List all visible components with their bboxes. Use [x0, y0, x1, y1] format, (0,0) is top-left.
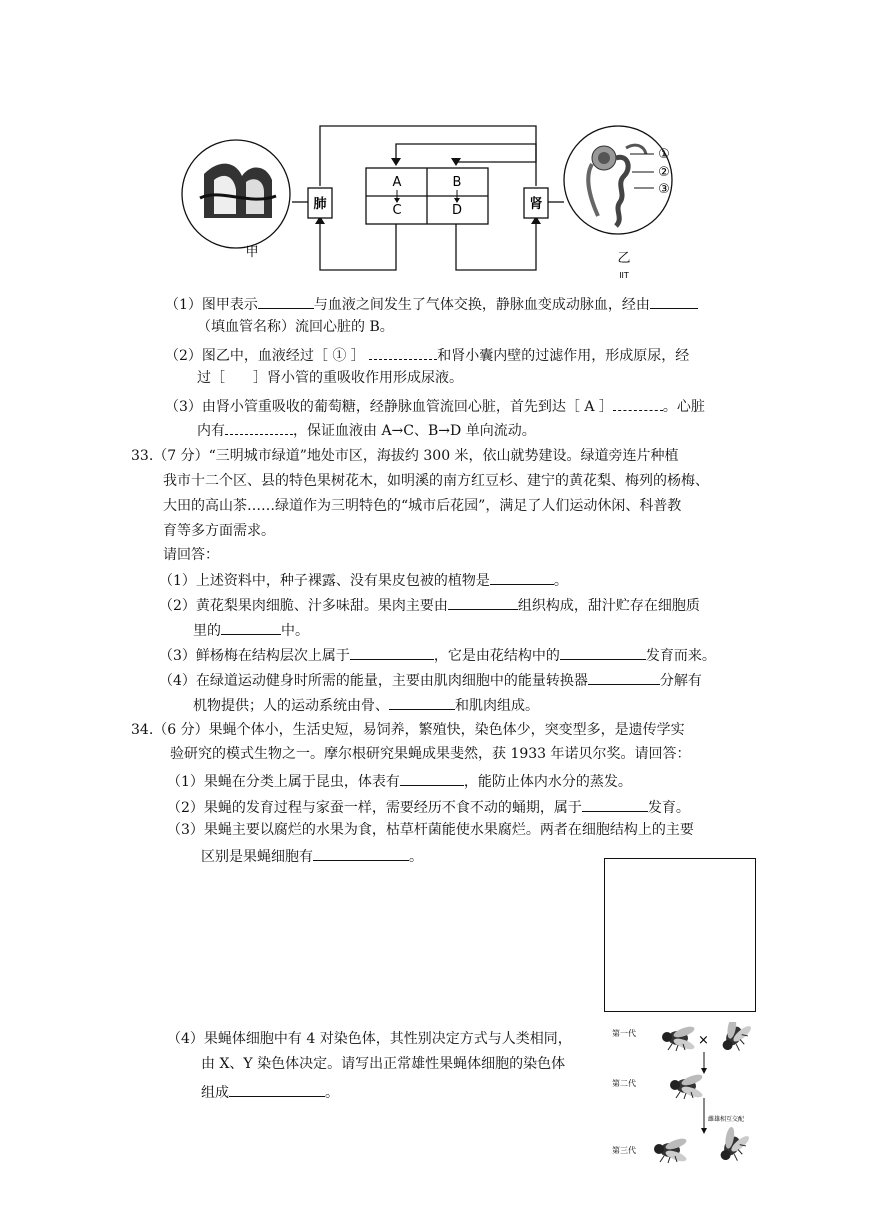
- q33-blank-1[interactable]: [490, 570, 554, 585]
- q32-line-5: （3）由肾小管重吸收的葡萄糖，经静脉血管流回心脏，首先到达［ A ］ 。心脏: [165, 396, 705, 416]
- q32-blank-5[interactable]: [225, 420, 293, 435]
- gen1-label: 第一代: [612, 1029, 636, 1038]
- fly-gen3-female: [654, 1136, 688, 1163]
- chamber-c: C: [392, 203, 402, 218]
- label-yi-sub: IIT: [619, 271, 629, 280]
- q34-blank-4[interactable]: [229, 1082, 325, 1097]
- chamber-d: D: [451, 203, 463, 218]
- q32-line-4: 过［ ］肾小管的重吸收作用形成尿液。: [197, 370, 463, 386]
- q32-blank-1[interactable]: [258, 294, 314, 309]
- q33-blank-2[interactable]: [448, 595, 518, 610]
- nephron-label-1: ①: [658, 147, 670, 162]
- gen3-label: 第三代: [612, 1146, 636, 1155]
- q33-line-3: 里的 中。: [193, 620, 309, 640]
- fly-gen1-female: [662, 1024, 696, 1051]
- q34-blank-1[interactable]: [400, 771, 464, 786]
- q34-line-3: （3）果蝇主要以腐烂的水果为食，枯草杆菌能使水果腐烂。两者在细胞结构上的主要: [167, 822, 694, 838]
- chamber-a: A: [392, 175, 402, 190]
- drawing-answer-box[interactable]: [604, 858, 756, 1012]
- q33-blank-3[interactable]: [221, 620, 281, 635]
- q33-intro-3: 大田的高山茶……绿道作为三明特色的“城市后花园”，满足了人们运动休闲、科普教: [163, 498, 682, 514]
- q33-line-5: （4）在绿道运动健身时所需的能量，主要由肌肉细胞中的能量转换器 分解有: [159, 670, 702, 690]
- q32-line-2: （填血管名称）流回心脏的 B。: [197, 319, 394, 335]
- q33-ask: 请回答：: [163, 547, 219, 563]
- q34-intro-2: 验研究的模式生物之一。摩尔根研究果蝇成果斐然，获 1933 年诺贝尔奖。请回答：: [170, 746, 691, 762]
- alveoli-illustration: [182, 140, 290, 248]
- q33-intro-1: 33.（7 分）“三明城市绿道”地处市区，海拔约 300 米，依山就势建设。绿道旁连片种植: [131, 448, 679, 464]
- q34-line-1: （1）果蝇在分类上属于昆虫，体表有 ，能防止体内水分的蒸发。: [167, 771, 632, 791]
- nephron-illustration: [564, 126, 672, 234]
- q34-line-2: （2）果蝇的发育过程与家蚕一样，需要经历不食不动的蛹期，属于 发育。: [167, 797, 690, 817]
- q34-intro-1: 34.（6 分）果蝇个体小，生活史短，易饲养，繁殖快，染色体少，突变型多，是遗传学实: [131, 722, 685, 738]
- fly-gen1-male: [714, 1022, 754, 1057]
- q32-line-6: 内有 ，保证血液由 A→C、B→D 单向流动。: [197, 420, 536, 440]
- q32-blank-3[interactable]: [369, 345, 437, 360]
- q34-blank-2[interactable]: [582, 797, 648, 812]
- q33-blank-4[interactable]: [350, 645, 434, 660]
- q33-intro-4: 育等多方面需求。: [163, 523, 275, 539]
- label-jia: 甲: [245, 245, 259, 260]
- q33-blank-7[interactable]: [389, 695, 455, 710]
- mating-label: 雌雄相互交配: [708, 1116, 745, 1123]
- q33-line-2: （2）黄花梨果肉细脆、汁多味甜。果肉主要由 组织构成，甜汁贮存在细胞质: [159, 595, 700, 615]
- q32-line-3: （2）图乙中，血液经过［ ① ］ 和肾小囊内壁的过滤作用，形成原尿，经: [165, 345, 689, 365]
- q33-blank-5[interactable]: [560, 645, 646, 660]
- cross-symbol: ×: [698, 1033, 709, 1048]
- circulation-diagram: [180, 118, 700, 290]
- q34-line-5: （4）果蝇体细胞中有 4 对染色体，其性别决定方式与人类相同，: [167, 1031, 572, 1047]
- nephron-label-2: ②: [658, 165, 670, 180]
- kidney-label: 肾: [529, 197, 543, 212]
- q34-blank-3[interactable]: [313, 846, 409, 861]
- q34-line-4: 区别是果蝇细胞有 。: [201, 846, 423, 866]
- q34-line-7: 组成 。: [201, 1082, 339, 1102]
- q32-line-1: （1）图甲表示 与血液之间发生了气体交换，静脉血变成动脉血，经由: [165, 294, 698, 314]
- nephron-label-3: ③: [658, 182, 670, 197]
- gen2-label: 第二代: [612, 1079, 636, 1088]
- q32-blank-2[interactable]: [650, 294, 698, 309]
- q33-intro-2: 我市十二个区、县的特色果树花木，如明溪的南方红豆杉、建宁的黄花梨、梅列的杨梅、: [163, 473, 709, 489]
- q33-line-1: （1）上述资料中，种子裸露、没有果皮包被的植物是 。: [159, 570, 568, 590]
- fly-gen2: [670, 1072, 704, 1099]
- q34-line-6: 由 X、Y 染色体决定。请写出正常雄性果蝇体细胞的染色体: [201, 1056, 566, 1072]
- fly-gen3-male: [712, 1124, 752, 1167]
- q32-blank-4[interactable]: [613, 396, 663, 411]
- fruitfly-cross-figure: [608, 1022, 760, 1172]
- chamber-b: B: [452, 175, 462, 190]
- q33-line-6: 机物提供；人的运动系统由骨、 和肌肉组成。: [193, 695, 539, 715]
- lung-label: 肺: [313, 197, 327, 212]
- q33-line-4: （3）鲜杨梅在结构层次上属于 ，它是由花结构中的 发育而来。: [159, 645, 716, 665]
- q33-blank-6[interactable]: [588, 670, 660, 685]
- label-yi: 乙: [617, 251, 631, 266]
